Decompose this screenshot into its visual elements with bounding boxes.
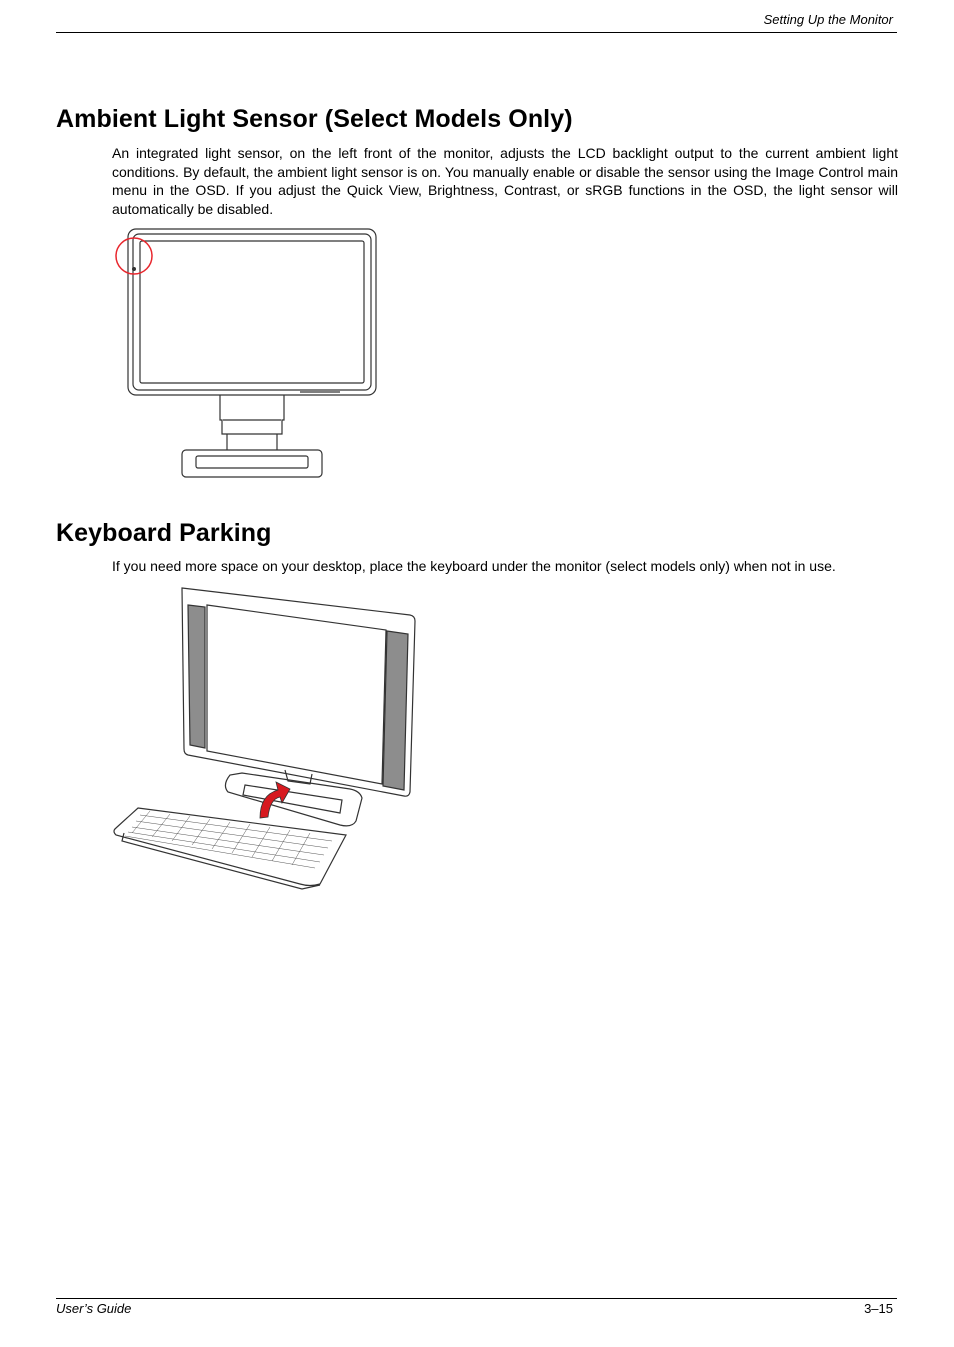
- running-header: [56, 12, 897, 33]
- footer-page-number: 3–15: [864, 1301, 893, 1316]
- keyboard-parking-illustration: [110, 585, 420, 890]
- monitor-front-illustration: [110, 224, 385, 482]
- ambient-light-sensor-paragraph: An integrated light sensor, on the left front of the monitor, adjusts the LCD backlight output to the current ambient light conditions. By default, the ambient light sensor is on. You manually enable or disable the sensor using the Image Control main menu in the OSD. If you adjust the Quick View, Brightness, Contrast, or sRGB functions in the OSD, the light sensor will automatically be disabled.: [112, 145, 898, 217]
- section-heading-ambient-light-sensor: Ambient Light Sensor (Select Models Only): [56, 105, 573, 133]
- header-title: Setting Up the Monitor: [763, 12, 893, 27]
- running-footer: [56, 1298, 897, 1316]
- footer-guide-title: User’s Guide: [56, 1301, 132, 1316]
- keyboard-parking-paragraph: If you need more space on your desktop, place the keyboard under the monitor (select models only) when not in use.: [112, 558, 836, 574]
- insert-arrow-icon: [260, 782, 290, 818]
- section-heading-keyboard-parking: Keyboard Parking: [56, 519, 272, 547]
